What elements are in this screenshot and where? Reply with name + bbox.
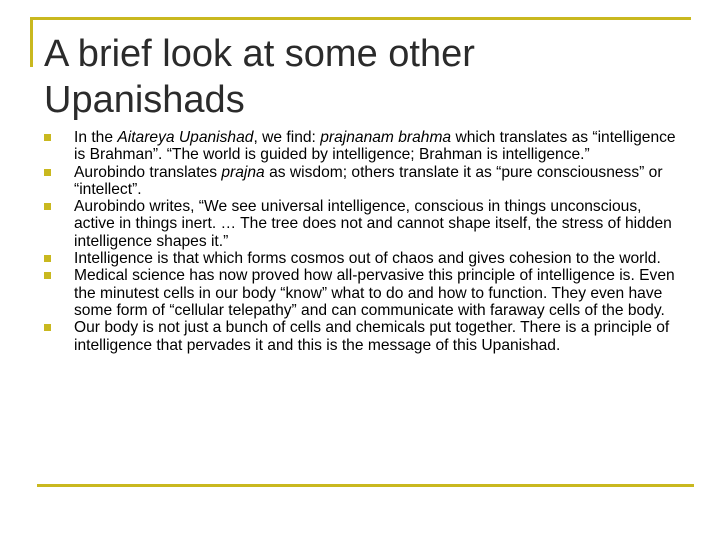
bullet-text (74, 164, 684, 199)
text-run: In the (74, 129, 118, 146)
frame-left-rule (30, 17, 33, 67)
bullet-list (44, 129, 684, 354)
text-run: , we find: (253, 129, 321, 146)
text-run: Intelligence is that which forms cosmos out of chaos and gives cohesion to the world. (74, 250, 661, 268)
bullet-item (44, 198, 684, 250)
square-bullet-icon (44, 203, 51, 210)
text-run: Our body is not just a bunch of cells and chemicals put together. There is a principle of intelligence that pervades it and this is the message of this Upanishad. (74, 319, 670, 354)
text-run: as wisdom; others translate it as “pure consciousness” or “intellect”. (74, 163, 663, 198)
frame-top-rule (30, 17, 691, 20)
bullet-text (74, 198, 684, 250)
text-run: Aurobindo writes, “We see universal intelligence, conscious in things unconscious, active in things inert. … The tree does not and cannot shape itself, the stress of hidden intelligence shapes it.” (74, 198, 672, 250)
square-bullet-icon (44, 169, 51, 176)
square-bullet-icon (44, 324, 51, 331)
bullet-item (44, 250, 684, 267)
square-bullet-icon (44, 272, 51, 279)
slide-title: A brief look at some other Upanishads (44, 33, 475, 121)
bullet-item (44, 319, 684, 354)
bullet-text (74, 250, 684, 267)
italic-term: prajna (221, 163, 265, 181)
bullet-text (74, 267, 684, 319)
frame-bottom-rule (37, 484, 694, 487)
italic-term: prajnanam brahma (320, 129, 452, 146)
bullet-text (74, 319, 684, 354)
square-bullet-icon (44, 134, 51, 141)
bullet-text (74, 129, 684, 164)
text-run: which translates as “intelligence is Brahman”. “The world is guided by intelligence; Brahman is intelligence.” (74, 129, 676, 164)
bullet-item (44, 129, 684, 164)
square-bullet-icon (44, 255, 51, 262)
bullet-item (44, 164, 684, 199)
text-run: Aurobindo translates (74, 163, 222, 181)
text-run: Medical science has now proved how all-pervasive this principle of intelligence is. Even the minutest cells in our body “know” what to do and how to function. They even have some form of “cellular telepathy” and can communicate with faraway cells of the body. (74, 267, 675, 319)
italic-term: Aitareya Upanishad (117, 129, 254, 146)
bullet-item (44, 267, 684, 319)
